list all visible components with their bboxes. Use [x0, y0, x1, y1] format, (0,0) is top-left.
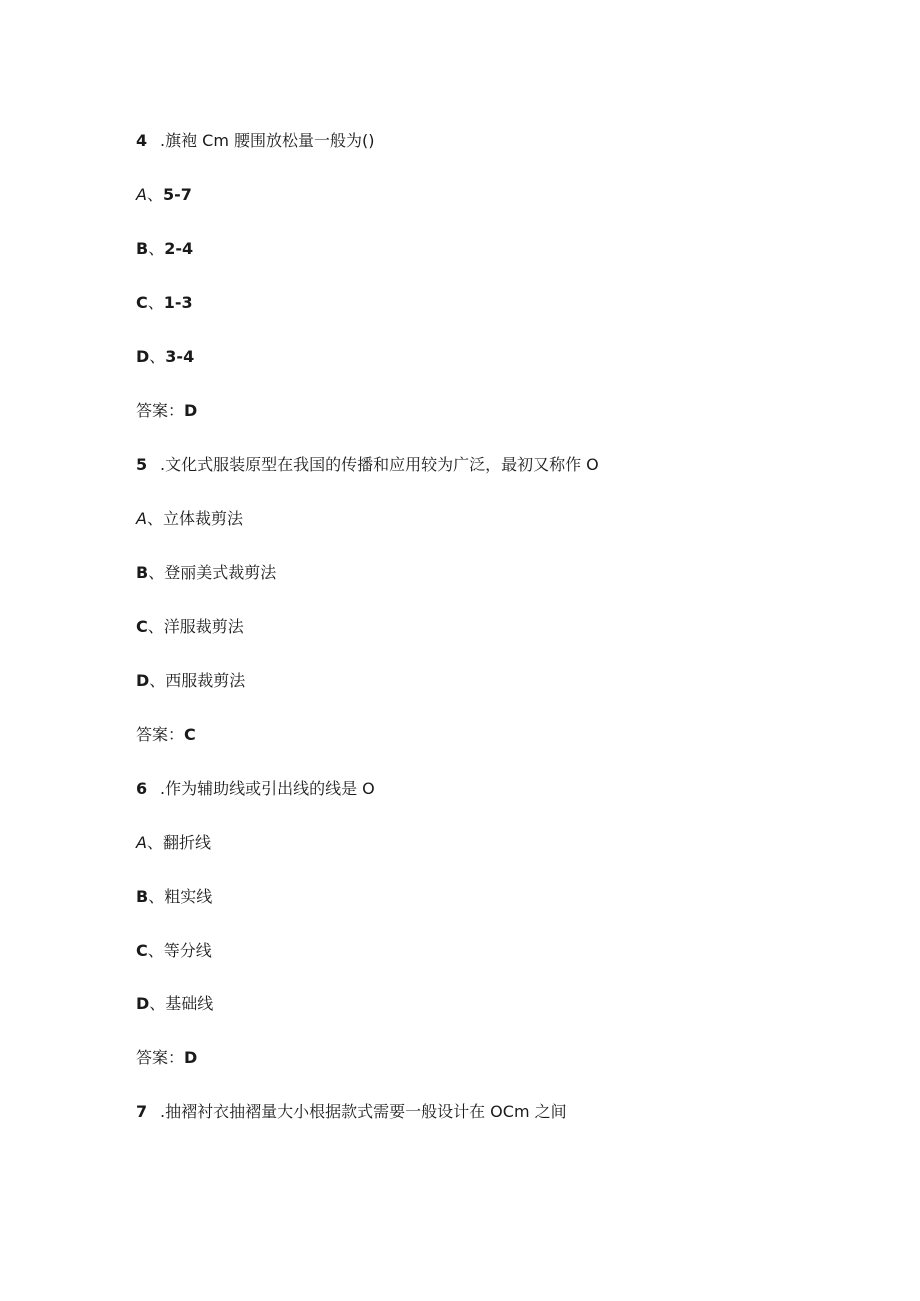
- option-separator: 、: [148, 887, 165, 906]
- question-5-option-c: [136, 617, 244, 637]
- answer-value: D: [184, 401, 198, 420]
- option-text: 2-4: [164, 239, 194, 258]
- option-separator: 、: [147, 617, 164, 636]
- option-letter: D: [136, 347, 150, 366]
- question-5-option-d: [136, 671, 245, 691]
- option-separator: 、: [147, 941, 164, 960]
- option-text: 3-4: [165, 347, 195, 366]
- question-5-option-a: [136, 509, 243, 529]
- answer-label: 答案：: [136, 725, 185, 744]
- answer-label: 答案：: [136, 401, 185, 420]
- question-number: 6: [136, 779, 148, 798]
- option-text: 西服裁剪法: [165, 671, 246, 690]
- option-text: 洋服裁剪法: [163, 617, 244, 636]
- option-text: 5-7: [162, 185, 192, 204]
- answer-label: 答案：: [136, 1048, 185, 1067]
- question-number: 5: [136, 455, 148, 474]
- question-6-option-d: [136, 994, 213, 1014]
- option-separator: 、: [149, 994, 166, 1013]
- question-4-stem: [136, 131, 375, 151]
- option-letter: B: [136, 887, 149, 906]
- option-separator: 、: [146, 185, 163, 204]
- question-6-option-b: [136, 887, 212, 907]
- option-letter: A: [136, 509, 147, 528]
- question-number: 4: [136, 131, 148, 150]
- question-text: .抽褶衬衣抽褶量大小根据款式需要一般设计在 OCm 之间: [160, 1102, 567, 1121]
- question-6-stem: [136, 779, 375, 799]
- question-4-option-b: [136, 239, 193, 259]
- question-4-option-c: [136, 293, 193, 313]
- option-text: 立体裁剪法: [162, 509, 243, 528]
- question-text: .文化式服装原型在我国的传播和应用较为广泛，最初又称作 O: [160, 455, 599, 474]
- option-letter: C: [136, 617, 148, 636]
- question-4-answer: [136, 401, 197, 421]
- answer-value: D: [184, 1048, 198, 1067]
- question-5-answer: [136, 725, 196, 745]
- question-text: .作为辅助线或引出线的线是 O: [160, 779, 375, 798]
- question-5-option-b: [136, 563, 276, 583]
- question-4-option-d: [136, 347, 194, 367]
- option-text: 登丽美式裁剪法: [164, 563, 277, 582]
- answer-value: C: [184, 725, 196, 744]
- option-separator: 、: [148, 563, 165, 582]
- option-text: 基础线: [165, 994, 214, 1013]
- question-5-stem: [136, 455, 599, 475]
- question-7-stem: [136, 1102, 567, 1122]
- option-letter: D: [136, 994, 150, 1013]
- option-separator: 、: [146, 833, 163, 852]
- question-6-option-a: [136, 833, 211, 853]
- option-letter: D: [136, 671, 150, 690]
- option-text: 等分线: [163, 941, 212, 960]
- option-letter: A: [136, 185, 147, 204]
- option-separator: 、: [149, 671, 166, 690]
- option-text: 翻折线: [162, 833, 211, 852]
- question-number: 7: [136, 1102, 148, 1121]
- question-6-option-c: [136, 941, 212, 961]
- option-letter: C: [136, 293, 148, 312]
- option-text: 1-3: [163, 293, 193, 312]
- question-text: .旗袍 Cm 腰围放松量一般为(): [160, 131, 375, 150]
- option-letter: B: [136, 239, 149, 258]
- question-4-option-a: [136, 185, 192, 205]
- option-text: 粗实线: [164, 887, 213, 906]
- option-separator: 、: [146, 509, 163, 528]
- option-letter: A: [136, 833, 147, 852]
- option-separator: 、: [147, 293, 164, 312]
- option-separator: 、: [148, 239, 165, 258]
- option-separator: 、: [149, 347, 166, 366]
- option-letter: B: [136, 563, 149, 582]
- option-letter: C: [136, 941, 148, 960]
- question-6-answer: [136, 1048, 197, 1068]
